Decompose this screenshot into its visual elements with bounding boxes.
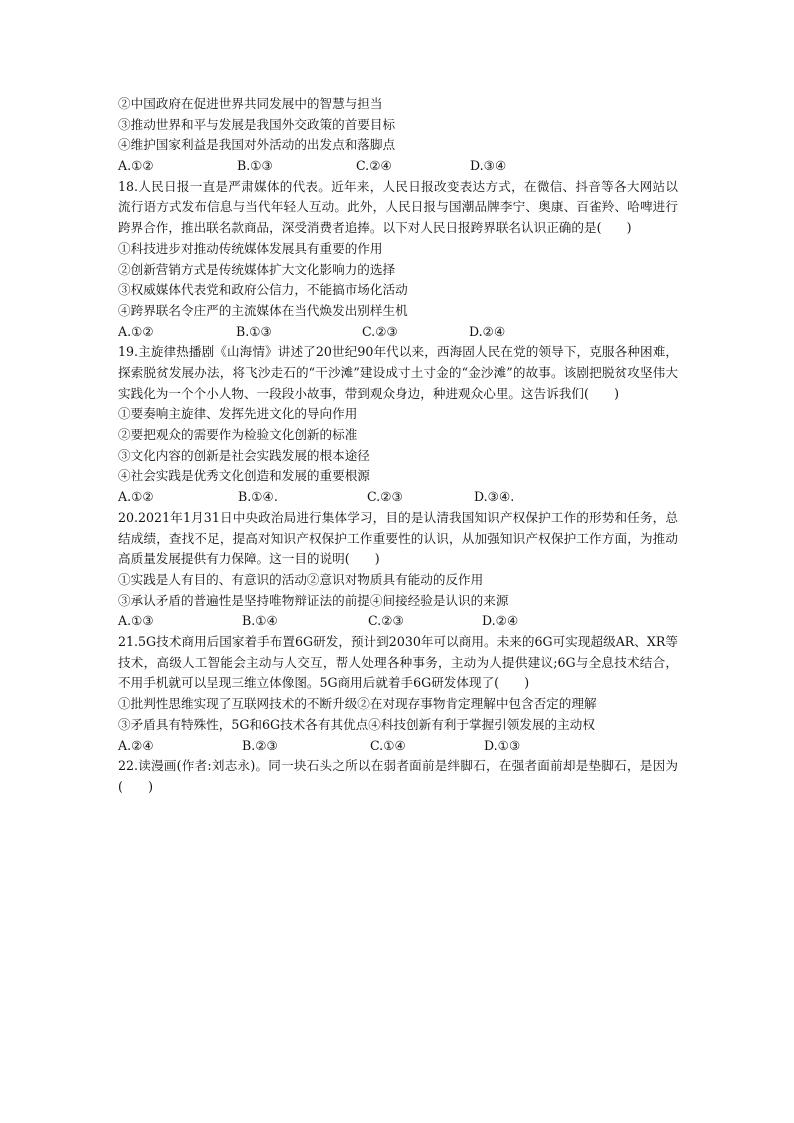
answer-options <box>118 487 678 508</box>
statement: ④跨界联名令庄严的主流媒体在当代焕发出别样生机 <box>118 302 408 318</box>
statement: ③矛盾具有特殊性，5G和6G技术各有其优点④科技创新有利于掌握引领发展的主动权 <box>118 716 595 732</box>
option-b: B.①③ <box>236 323 272 339</box>
statement: ①要奏响主旋律、发挥先进文化的导向作用 <box>118 406 358 422</box>
statement: ①实践是人有目的、有意识的活动②意识对物质具有能动的反作用 <box>118 571 484 587</box>
statement: ③权威媒体代表党和政府公信力，不能搞市场化活动 <box>118 282 408 298</box>
option-b: B.②③ <box>242 737 278 753</box>
answer-options <box>118 611 678 632</box>
option-a: A.①③ <box>118 613 154 629</box>
option-d: D.③④. <box>474 489 515 505</box>
option-c: C.②③ <box>362 323 398 339</box>
question-21 <box>118 632 678 756</box>
option-a: A.①② <box>118 158 154 174</box>
question-18 <box>118 177 678 343</box>
exam-page <box>118 94 678 798</box>
option-a: A.①② <box>118 323 154 339</box>
statement: ②中国政府在促进世界共同发展中的智慧与担当 <box>118 96 383 111</box>
option-b: B.①③ <box>237 158 273 174</box>
option-a: A.①② <box>118 489 154 505</box>
option-b: B.①④ <box>242 613 278 629</box>
option-d: D.②④ <box>482 613 519 629</box>
option-c: C.②③ <box>368 613 404 629</box>
statement: ④维护国家利益是我国对外活动的出发点和落脚点 <box>118 137 396 153</box>
option-c: C.②④ <box>356 158 392 174</box>
option-c: C.①④ <box>370 737 406 753</box>
option-d: D.③④ <box>470 158 507 174</box>
statement: ③文化内容的创新是社会实践发展的根本途径 <box>118 447 370 463</box>
question-stem: 19.主旋律热播剧《山海情》讲述了20世纪90年代以来，西海固人民在党的领导下，克服各种困难，探索脱贫发展办法，将飞沙走石的“干沙滩”建设成寸土寸金的“金沙滩”的故事。该剧把脱贫攻坚伟大实践化为一个个小人物、一段段小故事，带到观众身边，种进观众心里。这告诉我们( ) <box>118 344 678 401</box>
statement: ②创新营销方式是传统媒体扩大文化影响力的选择 <box>118 261 396 277</box>
answer-options <box>118 156 678 177</box>
question-22 <box>118 756 678 797</box>
statement: ①科技进步对推动传统媒体发展具有重要的作用 <box>118 240 383 256</box>
statement: ④社会实践是优秀文化创造和发展的重要根源 <box>118 468 370 484</box>
option-d: D.②④ <box>469 323 506 339</box>
statement: ③推动世界和平与发展是我国外交政策的首要目标 <box>118 116 396 132</box>
question-stem: 21.5G技术商用后国家着手布置6G研发，预计到2030年可以商用。未来的6G可实现超级AR、XR等技术，高级人工智能会主动与人交互，帮人处理各种事务，主动为人提供建议;6G与全息技术结合，不用手机就可以呈现三维立体像图。5G商用后就着手6G研发体现了( ) <box>118 634 678 691</box>
question-stem: 18.人民日报一直是严肃媒体的代表。近年来，人民日报改变表达方式，在微信、抖音等各大网站以流行语方式发布信息与当代年轻人互动。此外，人民日报与国潮品牌李宁、奥康、百雀羚、哈啤进行跨界合作，推出联名款商品，深受消费者追捧。以下对人民日报跨界联名认识正确的是( ) <box>118 178 678 236</box>
option-a: A.②④ <box>118 737 154 753</box>
option-b: B.①④. <box>238 489 278 505</box>
option-d: D.①③ <box>484 737 521 753</box>
statement: ②要把观众的需要作为检验文化创新的标准 <box>118 427 358 443</box>
question-stem: 20.2021年1月31日中央政治局进行集体学习，目的是认清我国知识产权保护工作的形势和任务，总结成绩，查找不足，提高对知识产权保护工作重要性的认识，从加强知识产权保护工作方面，为推动高质量发展提供有力保障。这一目的说明( ) <box>118 509 678 567</box>
answer-options <box>118 322 678 343</box>
option-c: C.②③ <box>367 489 403 505</box>
answer-options <box>118 736 678 757</box>
question-17-tail <box>118 94 678 177</box>
question-20 <box>118 508 678 632</box>
question-stem: 22.读漫画(作者:刘志永)。同一块石头之所以在弱者面前是绊脚石，在强者面前却是垫脚石，是因为( ) <box>118 758 678 794</box>
statement: ①批判性思维实现了互联网技术的不断升级②在对现存事物肯定理解中包含否定的理解 <box>118 696 597 712</box>
statement: ③承认矛盾的普遍性是坚持唯物辩证法的前提④间接经验是认识的来源 <box>118 592 509 608</box>
question-19 <box>118 342 678 508</box>
